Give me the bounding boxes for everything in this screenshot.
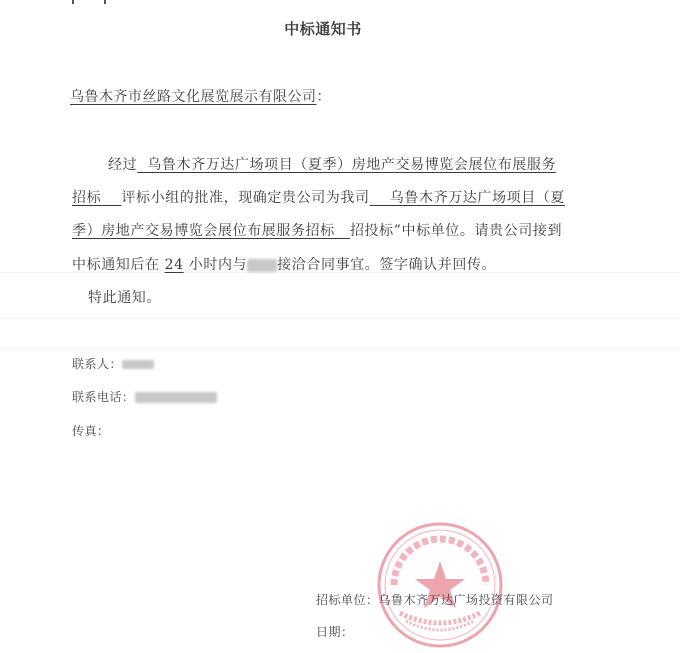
- company-seal-stamp: [376, 521, 504, 649]
- document-title: 中标通知书: [284, 20, 362, 38]
- addressee-name: 乌鲁木齐市丝路文化展览展示有限公司: [70, 89, 317, 105]
- issuer-name: 乌鲁木齐万达广场投资有限公司: [378, 593, 554, 607]
- contact-person-label: 联系人：: [72, 357, 123, 371]
- contact-person-field: [72, 355, 154, 372]
- body-text: 中标通知后在: [72, 257, 160, 273]
- scan-artifact: [0, 318, 680, 319]
- addressee: [70, 86, 331, 106]
- scan-artifact: [0, 348, 680, 349]
- body-text: 招投标”中标单位。请贵公司接到: [349, 223, 563, 239]
- issuer-line: [316, 591, 554, 608]
- project-name-underlined: 招标: [72, 190, 122, 206]
- redacted-contact-name: [247, 259, 277, 272]
- date-line: [316, 623, 354, 640]
- body-text: 接洽合同事宜。签字确认并回传。: [277, 257, 497, 273]
- body-text: 小时内与: [188, 257, 248, 273]
- body-text: 评标小组的批准，现确定贵公司为我司: [121, 190, 370, 206]
- body-line-1: [108, 154, 556, 174]
- body-line-4: [72, 254, 496, 274]
- corner-crop-mark: [104, 0, 106, 4]
- body-line-3: [72, 220, 562, 240]
- closing-line: 特此通知。: [88, 290, 161, 306]
- project-name-underlined: 乌鲁木齐万达广场项目（夏季）房地产交易博览会展位布展服务: [137, 157, 557, 173]
- date-label: 日期：: [316, 625, 354, 639]
- body-line-2: [72, 187, 565, 207]
- redacted-contact-phone: [135, 392, 217, 403]
- contact-phone-field: [72, 388, 217, 405]
- contact-phone-label: 联系电话：: [72, 390, 135, 404]
- addressee-colon: ：: [316, 89, 331, 105]
- body-text: 经过: [108, 157, 138, 173]
- fax-field: [72, 422, 110, 439]
- corner-crop-mark: [72, 0, 74, 4]
- redacted-contact-person: [122, 360, 154, 369]
- project-name-underlined: 乌鲁木齐万达广场项目（夏: [369, 190, 566, 206]
- hours-value: 24: [164, 257, 184, 273]
- issuer-label: 招标单位：: [316, 593, 379, 607]
- project-name-underlined: 季）房地产交易博览会展位布展服务招标: [72, 223, 350, 239]
- fax-label: 传真：: [72, 424, 110, 438]
